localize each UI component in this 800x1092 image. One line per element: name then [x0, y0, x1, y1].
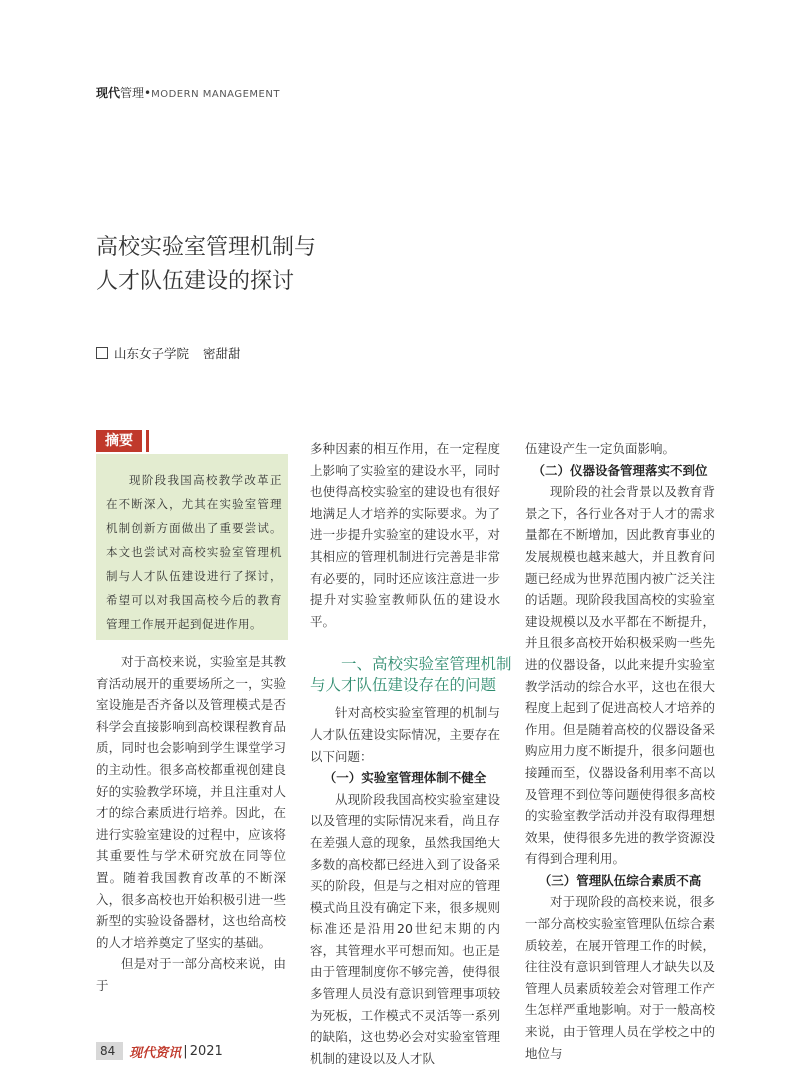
paragraph: 但是对于一部分高校来说，由于 — [96, 956, 286, 993]
author-institution: 山东女子学院 — [114, 346, 190, 361]
subsection-heading: （二）仪器设备管理落实不到位 — [532, 462, 708, 478]
column-3 — [525, 438, 715, 1064]
section-heading-line-2: 与人才队伍建设存在的问题 — [310, 676, 497, 695]
footer-year: 2021 — [189, 1043, 223, 1059]
journal-logo: 现代资讯 — [129, 1045, 182, 1061]
author-line — [96, 344, 241, 362]
paragraph: 针对高校实验室管理的机制与人才队伍建设实际情况，主要存在以下问题： — [310, 705, 500, 764]
section-heading — [310, 654, 512, 696]
header-english: MODERN MANAGEMENT — [151, 89, 280, 100]
column-2 — [310, 438, 512, 1069]
paragraph: 现阶段的社会背景以及教育背景之下，各行业各对于人才的需求量都在不断增加，因此教育事业的发展规模也越来越大，并且教育问题已经成为世界范围内被广泛关注的话题。现阶段我国高校的实验室建设规模以及水平都在不断提升，并且很多高校开始积极采购一些先进的仪器设备，以此来提升实验室教学活动的综合水平，这也在很大程度上起到了促进高校人才培养的作用。但是随着高校的仪器设备采购应用力度不断提升，很多问题也接踵而至，仪器设备利用率不高以及管理不到位等问题使得很多高校的实验室教学活动并没有取得理想效果，使得很多先进的教学资源没有得到合理利用。 — [525, 484, 715, 867]
paragraph: 多种因素的相互作用，在一定程度上影响了实验室的建设水平，同时也使得高校实验室的建设也有很好地满足人才培养的实际要求。为了进一步提升实验室的建设水平，对其相应的管理机制进行完善是非常有必要的，同时还应该注意进一步提升对实验室教师队伍的建设水平。 — [310, 441, 500, 629]
paragraph: 对于现阶段的高校来说，很多一部分高校实验室管理队伍综合素质较差，在展开管理工作的时候，往往没有意识到管理人才缺失以及管理人员素质较差会对管理工作产生怎样严重地影响。对于一般高校来说，由于管理人员在学校之中的地位与 — [525, 894, 715, 1061]
footer-separator: | — [183, 1043, 188, 1059]
paragraph: 伍建设产生一定负面影响。 — [525, 441, 676, 456]
header-brand-rest: 管理 — [120, 86, 145, 100]
author-name: 密甜甜 — [203, 346, 241, 361]
square-bullet-icon — [96, 347, 108, 359]
abstract-box — [96, 454, 288, 640]
header-bullet: • — [144, 86, 152, 100]
title-line-2: 人才队伍建设的探讨 — [96, 269, 295, 294]
abstract-label-bar — [146, 430, 149, 452]
paragraph: 从现阶段我国高校实验室建设以及管理的实际情况来看，尚且存在差强人意的现象，虽然我国绝大多数的高校都已经进入到了设备采买的阶段，但是与之相对应的管理模式尚且没有确定下来，很多规则标准还是沿用20世纪末期的内容，其管理水平可想而知。也正是由于管理制度你不够完善，使得很多管理人员没有意识到管理事项较为死板，工作模式不灵活等一系列的缺陷，这也势必会对实验室管理机制的建设以及人才队 — [310, 791, 500, 1066]
article-title — [96, 231, 316, 299]
paragraph: 对于高校来说，实验室是其教育活动展开的重要场所之一，实验室设施是否齐备以及管理模式是否科学会直接影响到高校课程教育品质，同时也会影响到学生课堂学习的主动性。很多高校都重视创建良好的实验教学环境，并且注重对人才的综合素质进行培养。因此，在进行实验室建设的过程中，应该将其重要性与学术研究放在同等位置。随着我国教育改革的不断深入，很多高校也开始积极引进一些新型的实验设备器材，这也给高校的人才培养奠定了坚实的基础。 — [96, 654, 286, 950]
abstract-label: 摘要 — [96, 430, 142, 452]
subsection-heading: （三）管理队伍综合素质不高 — [538, 872, 702, 888]
running-header — [96, 84, 280, 101]
header-brand-bold: 现代 — [96, 86, 121, 100]
column-1 — [96, 651, 286, 997]
abstract-text: 现阶段我国高校教学改革正在不断深入，尤其在实验室管理机制创新方面做出了重要尝试。本文也尝试对高校实验室管理机制与人才队伍建设进行了探讨，希望可以对我国高校今后的教育管理工作展开起到促进作用。 — [106, 473, 282, 631]
page-footer — [96, 1042, 223, 1060]
title-line-1: 高校实验室管理机制与 — [96, 235, 317, 260]
subsection-heading: （一）实验室管理体制不健全 — [323, 770, 487, 786]
page-number: 84 — [96, 1042, 123, 1060]
section-heading-line-1: 一、高校实验室管理机制 — [341, 655, 512, 674]
